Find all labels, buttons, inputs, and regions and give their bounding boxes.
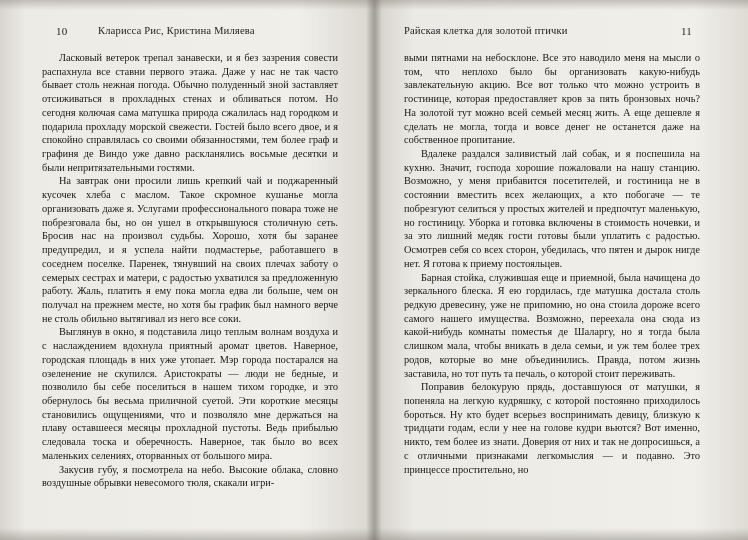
right-page-number: 11 [681, 26, 692, 38]
bottom-edge-shadow [0, 528, 748, 540]
right-page-header [404, 0, 700, 38]
paragraph: Вдалеке раздался заливистый лай собак, и я поспешила на кухню. Значит, господа хорошие пожаловали на нашу станцию. Возможно, у меня прибавится посетителей, и гостиница не в состоянии вместить всех желающих, а кто побогаче — те побрезгуют селиться у простых жителей и предпочтут маленькую, но гостиницу. Уборка и готовка включены в стоимость ночевки, и за это лишний медяк гости готовы были уплатить с радостью. Осмотрев себя со всех сторон, убедилась, что пятен и дырок нигде нет. Я готова к приему постояльцев. [404, 149, 700, 270]
book-gutter-shadow [366, 0, 382, 540]
right-running-head: Райская клетка для золотой птички [404, 26, 568, 37]
left-page-number: 10 [56, 26, 68, 38]
paragraph: Барная стойка, служившая еще и приемной, была начищена до зеркального блеска. Я ею гордилась, где матушка достала столь редкую древесину, уже не припомню, но она стоила дороже всего самого нашего имущества. Возможно, переехала она сюда из какой-нибудь комнаты поместья де Шаларгу, но я тогда была слишком мала, чтобы вникать в дела семьи, и уж тем более трех родов, которые во мне объединились. Правда, потом жизнь заставила, но тот путь та печаль, о которой стоит переживать. [404, 272, 700, 380]
paragraph: Ласковый ветерок трепал занавески, и я без зазрения совести распахнула все ставни первого этажа. Даже у нас не так часто бывает столь нежная погода. Обычно полуденный зной заставляет отсиживаться в прохладных стенах и обливаться потом. Но сегодня колючая сама матушка природа сжалилась над городком и подарила прохладу морской свежести. Гостей было всего двое, и я спокойно справлялась со своими обязанностями, тем более граф и графиня де Виндо уже давно раскланялись восьмые десятки и были непритязательными гостями. [42, 53, 338, 174]
right-page-body [404, 52, 700, 477]
paragraph: Поправив белокурую прядь, доставшуюся от матушки, я попеняла на легкую кудряшку, с которой постоянно приходилось бороться. Ну кто будет всерьез воспринимать девицу, близкую к тридцати годам, если у нее на голове кудри вьются? Вот именно, никто, тем более из знати. Доверия от них и так не допросишься, а с отличными признаками легкомыслия — и подавно. Это принцессе простительно, но [404, 382, 700, 476]
paragraph: выми пятнами на небосклоне. Все это наводило меня на мысли о том, что неплохо было бы организовать какую-нибудь завлекательную акцию. Все вот только что можно устроить в гостинице, которая предоставляет кров за пять бронзовых ночь? На золотой тут можно всей семьей месяц жить. А еще дешевле я сделать не могла, тогда и вовсе денег не останется даже на собственное пропитание. [404, 53, 700, 147]
right-page [404, 0, 700, 476]
paragraph: Закусив губу, я посмотрела на небо. Высокие облака, словно воздушные обрывки невесомого тюля, скакали игри- [42, 464, 338, 490]
paragraph: Выглянув в окно, я подставила лицо теплым волнам воздуха и с наслаждением вдохнула приятный аромат цветов. Наверное, городская площадь в них уже утопает. Мэр города постарался на озеленение не скупился. Аристократы — люди не бедные, и позволило бы себе поселиться в нашем тихом городке, и это обернулось бы весьма приличной суетой. Эти короткие месяцы становились ощущениями, что и позволяло мне держаться на плаву оставшееся месяцы прохладной пустоты. Ведь прибылью следовала тоска и оберечность. Наверное, так было во всех маленьких селениях, оторванных от большого мира. [42, 327, 338, 462]
paragraph: На завтрак они просили лишь крепкий чай и поджаренный кусочек хлеба с маслом. Такое скромное кушанье могла организовать даже я. Услугами профессионального повара тоже не побрезговала бы, но он ушел в открывшуюся столичную сеть. Бросив нас на произвол судьбы. Хорошо, хотя бы заранее предупредил, и я успела найти подмастерье, работавшего в соседнем поселке. Паренек, тянувший на своих плечах заботу о семерых сестрах и матери, с радостью ухватился за предложенную работу. Жаль, платить я ему пока могла едва ли больше, чем он получал на прежнем месте, но хотя бы график был намного верче не столь обильно вытягивал из него все соки. [42, 176, 338, 325]
left-page-body [42, 52, 338, 491]
left-running-head: Кларисса Рис, Кристина Миляева [98, 26, 255, 37]
left-page [42, 0, 338, 490]
left-page-header [42, 0, 338, 38]
